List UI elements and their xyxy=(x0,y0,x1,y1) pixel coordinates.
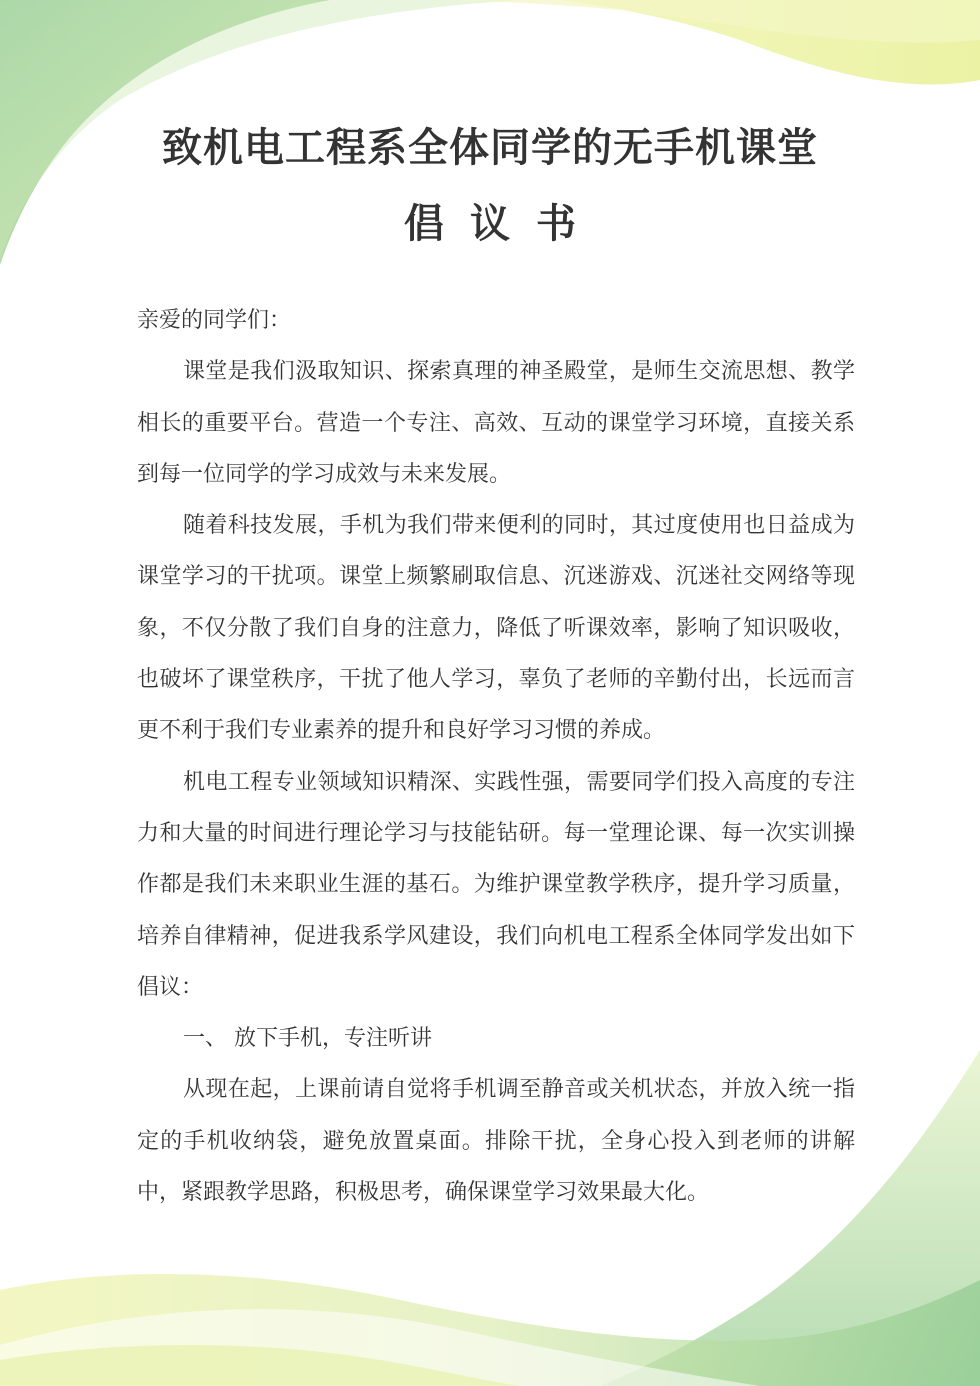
document-subtitle: 倡议书 xyxy=(404,201,602,247)
document-title: 致机电工程系全体同学的无手机课堂 xyxy=(162,125,818,171)
document-body xyxy=(137,295,855,1218)
salutation: 亲爱的同学们： xyxy=(137,308,292,333)
paragraph-2: 随着科技发展，手机为我们带来便利的同时，其过度使用也日益成为课堂学习的干扰项。课堂上频繁刷取信息、沉迷游戏、沉迷社交网络等现象，不仅分散了我们自身的注意力，降低了听课效率，影响了知识吸收，也破坏了课堂秩序，干扰了他人学习，辜负了老师的辛勤付出，长远而言更不利于我们专业素养的提升和良好学习习惯的养成。 xyxy=(137,513,855,744)
section-1-body: 从现在起，上课前请自觉将手机调至静音或关机状态，并放入统一指定的手机收纳袋，避免放置桌面。排除干扰，全身心投入到老师的讲解中，紧跟教学思路，积极思考，确保课堂学习效果最大化。 xyxy=(137,1077,855,1206)
paragraph-3: 机电工程专业领域知识精深、实践性强，需要同学们投入高度的专注力和大量的时间进行理论学习与技能钻研。每一堂理论课、每一次实训操作都是我们未来职业生涯的基石。为维护课堂教学秩序，提升学习质量，培养自律精神，促进我系学风建设，我们向机电工程系全体同学发出如下倡议： xyxy=(137,769,855,1000)
section-1-heading: 一、 放下手机，专注听讲 xyxy=(183,1026,432,1052)
paragraph-1: 课堂是我们汲取知识、探索真理的神圣殿堂，是师生交流思想、教学相长的重要平台。营造一个专注、高效、互动的课堂学习环境，直接关系到每一位同学的学习成效与未来发展。 xyxy=(137,359,855,487)
